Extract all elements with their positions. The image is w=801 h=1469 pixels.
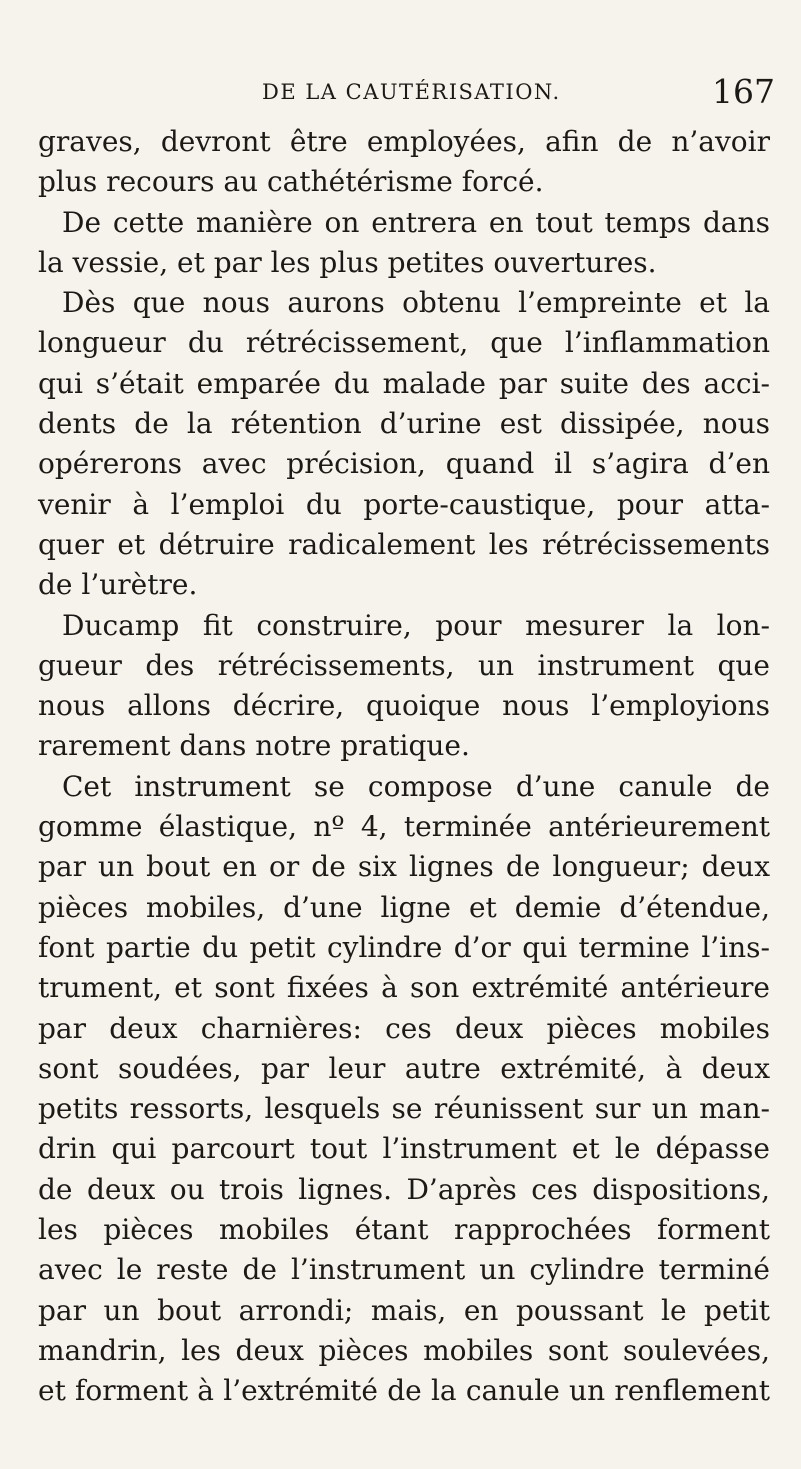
text-line: qui s’était emparée du malade par suite des acci- [38,366,770,400]
text-line: trument, et sont fixées à son extrémité antérieure [38,971,770,1005]
text-line: font partie du petit cylindre d’or qui termine l’ins- [38,930,770,964]
text-line: graves, devront être employées, afin de n’avoir [38,125,770,158]
body-text [38,122,770,1412]
text-line: Ducamp fit construire, pour mesurer la lon- [62,608,770,642]
text-line: et forment à l’extrémité de la canule un renflement [38,1374,770,1408]
text-line: De cette manière on entrera en tout temps dans [62,205,770,239]
text-line: par un bout en or de six lignes de longueur; deux [38,850,770,884]
text-line: pièces mobiles, d’une ligne et demie d’étendue, [38,890,770,924]
text-line: rarement dans notre pratique. [38,729,470,763]
text-line: avec le reste de l’instrument un cylindre terminé [38,1253,770,1287]
text-line: de l’urètre. [38,568,198,602]
text-line: petits ressorts, lesquels se réunissent sur un man- [38,1092,770,1126]
running-title: DE LA CAUTÉRISATION. [262,80,561,104]
text-line: longueur du rétrécissement, que l’inflammation [38,326,770,360]
text-line: opérerons avec précision, quand il s’agira d’en [38,447,770,481]
text-line: gueur des rétrécissements, un instrument que [38,648,770,682]
page-number: 167 [712,72,775,111]
page-header [0,72,801,112]
text-line: Cet instrument se compose d’une canule de [62,769,770,803]
text-line: mandrin, les deux pièces mobiles sont soulevées, [38,1333,770,1367]
text-line: venir à l’emploi du porte-caustique, pour atta- [38,487,770,521]
text-line: la vessie, et par les plus petites ouvertures. [38,245,657,279]
text-line: drin qui parcourt tout l’instrument et le dépasse [38,1132,770,1166]
text-line: plus recours au cathétérisme forcé. [38,165,544,199]
text-line: de deux ou trois lignes. D’après ces dispositions, [38,1172,770,1206]
text-line: nous allons décrire, quoique nous l’employions [38,689,770,723]
text-line: quer et détruire radicalement les rétrécissements [38,527,770,561]
text-line: gomme élastique, nº 4, terminée antérieurement [38,810,770,844]
text-line: dents de la rétention d’urine est dissipée, nous [38,407,770,441]
text-line: sont soudées, par leur autre extrémité, à deux [38,1051,770,1085]
text-line: par deux charnières: ces deux pièces mobiles [38,1011,770,1045]
text-line: Dès que nous aurons obtenu l’empreinte et la [62,286,770,320]
text-line: par un bout arrondi; mais, en poussant le petit [38,1293,770,1327]
text-line: les pièces mobiles étant rapprochées forment [38,1213,770,1247]
